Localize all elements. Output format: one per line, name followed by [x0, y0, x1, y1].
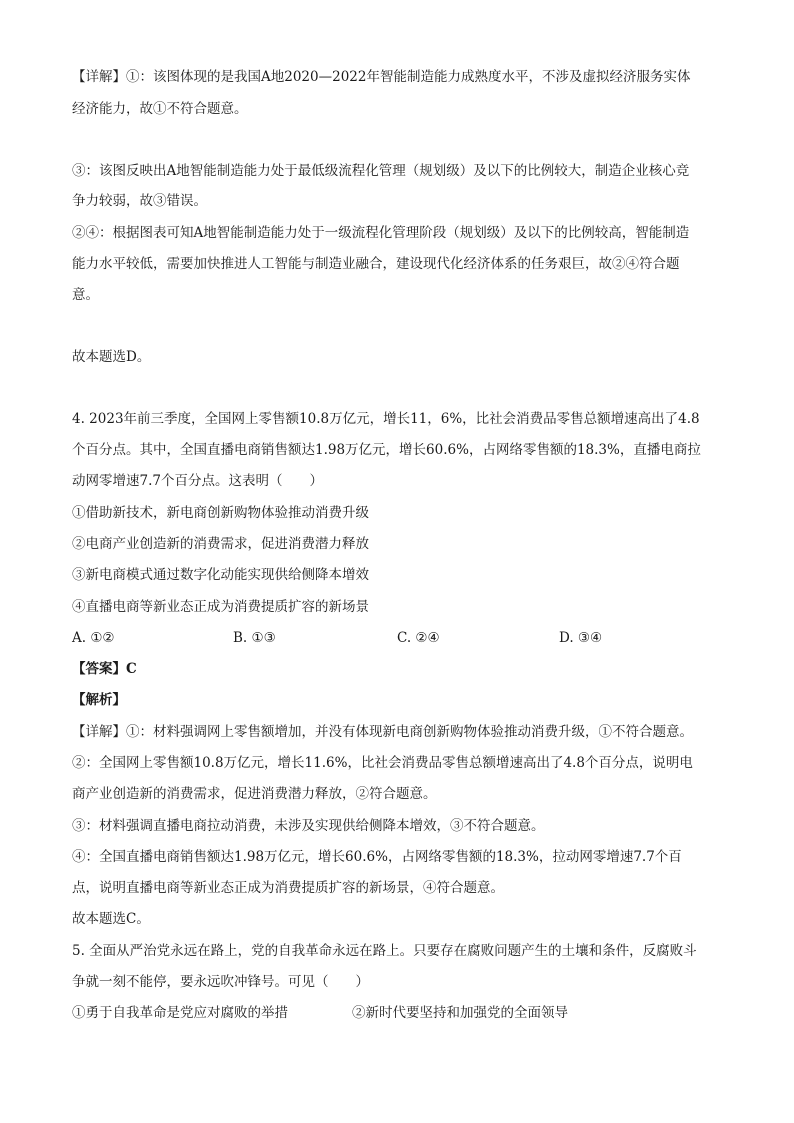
conclusion-d: 故本题选D。: [72, 349, 151, 365]
question-4-stem-line-3: 动网零增速7.7个百分点。这表明（ ）: [72, 473, 323, 489]
answer-label: 【答案】C: [72, 661, 137, 677]
option-c: C. ②④: [397, 630, 440, 646]
detail-paragraph-1-line-1: 【详解】①：该图体现的是我国A地2020—2022年智能制造能力成熟度水平，不涉及虚拟经济服务实体: [72, 69, 691, 85]
option-b: B. ①③: [233, 630, 276, 646]
question-4-detail-1: 【详解】①：材料强调网上零售额增加，并没有体现新电商创新购物体验推动消费升级，①不符合题意。: [72, 724, 693, 740]
question-4-item-1: ①借助新技术，新电商创新购物体验推动消费升级: [72, 505, 369, 521]
question-4-item-3: ③新电商模式通过数字化动能实现供给侧降本增效: [72, 567, 369, 583]
question-4-item-2: ②电商产业创造新的消费需求，促进消费潜力释放: [72, 536, 369, 552]
detail-paragraph-2-line-1: ③：该图反映出A地智能制造能力处于最低级流程化管理（规划级）及以下的比例较大，制造企业核心竞: [72, 163, 690, 179]
detail-paragraph-1-line-2: 经济能力，故①不符合题意。: [72, 101, 248, 117]
analysis-label: 【解析】: [72, 692, 126, 708]
detail-paragraph-3-line-2: 能力水平较低，需要加快推进人工智能与制造业融合，建设现代化经济体系的任务艰巨，故②④符合题: [72, 256, 680, 272]
detail-paragraph-2-line-2: 争力较弱，故③错误。: [72, 193, 207, 209]
conclusion-c: 故本题选C。: [72, 911, 150, 927]
question-5-item-2: ②新时代要坚持和加强党的全面领导: [352, 1005, 568, 1021]
question-5-stem-line-1: 5. 全面从严治党永远在路上，党的自我革命永远在路上。只要存在腐败问题产生的土壤和条件，反腐败斗: [72, 943, 697, 959]
question-4-stem-line-1: 4. 2023年前三季度，全国网上零售额10.8万亿元，增长11，6%，比社会消费品零售总额增速高出了4.8: [72, 411, 700, 427]
question-4-detail-3: ③：材料强调直播电商拉动消费，未涉及实现供给侧降本增效，③不符合题意。: [72, 818, 545, 834]
option-d: D. ③④: [559, 630, 603, 646]
detail-paragraph-3-line-1: ②④：根据图表可知A地智能制造能力处于一级流程化管理阶段（规划级）及以下的比例较高，智能制造: [72, 225, 690, 241]
question-4-item-4: ④直播电商等新业态正成为消费提质扩容的新场景: [72, 599, 369, 615]
question-4-detail-2-line-1: ②：全国网上零售额10.8万亿元，增长11.6%，比社会消费品零售总额增速高出了4.8个百分点，说明电: [72, 755, 693, 771]
question-5-stem-line-2: 争就一刻不能停，要永远吹冲锋号。可见（ ）: [72, 974, 369, 990]
question-4-detail-4-line-2: 点，说明直播电商等新业态正成为消费提质扩容的新场景，④符合题意。: [72, 880, 504, 896]
detail-paragraph-3-line-3: 意。: [72, 287, 99, 303]
option-a: A. ①②: [72, 630, 115, 646]
question-4-stem-line-2: 个百分点。其中，全国直播电商销售额达1.98万亿元，增长60.6%，占网络零售额的18.3%，直播电商拉: [72, 442, 701, 458]
question-5-item-1: ①勇于自我革命是党应对腐败的举措: [72, 1005, 288, 1021]
question-4-detail-4-line-1: ④：全国直播电商销售额达1.98万亿元，增长60.6%，占网络零售额的18.3%，拉动网零增速7.7个百: [72, 849, 682, 865]
question-4-detail-2-line-2: 商产业创造新的消费需求，促进消费潜力释放，②符合题意。: [72, 786, 437, 802]
